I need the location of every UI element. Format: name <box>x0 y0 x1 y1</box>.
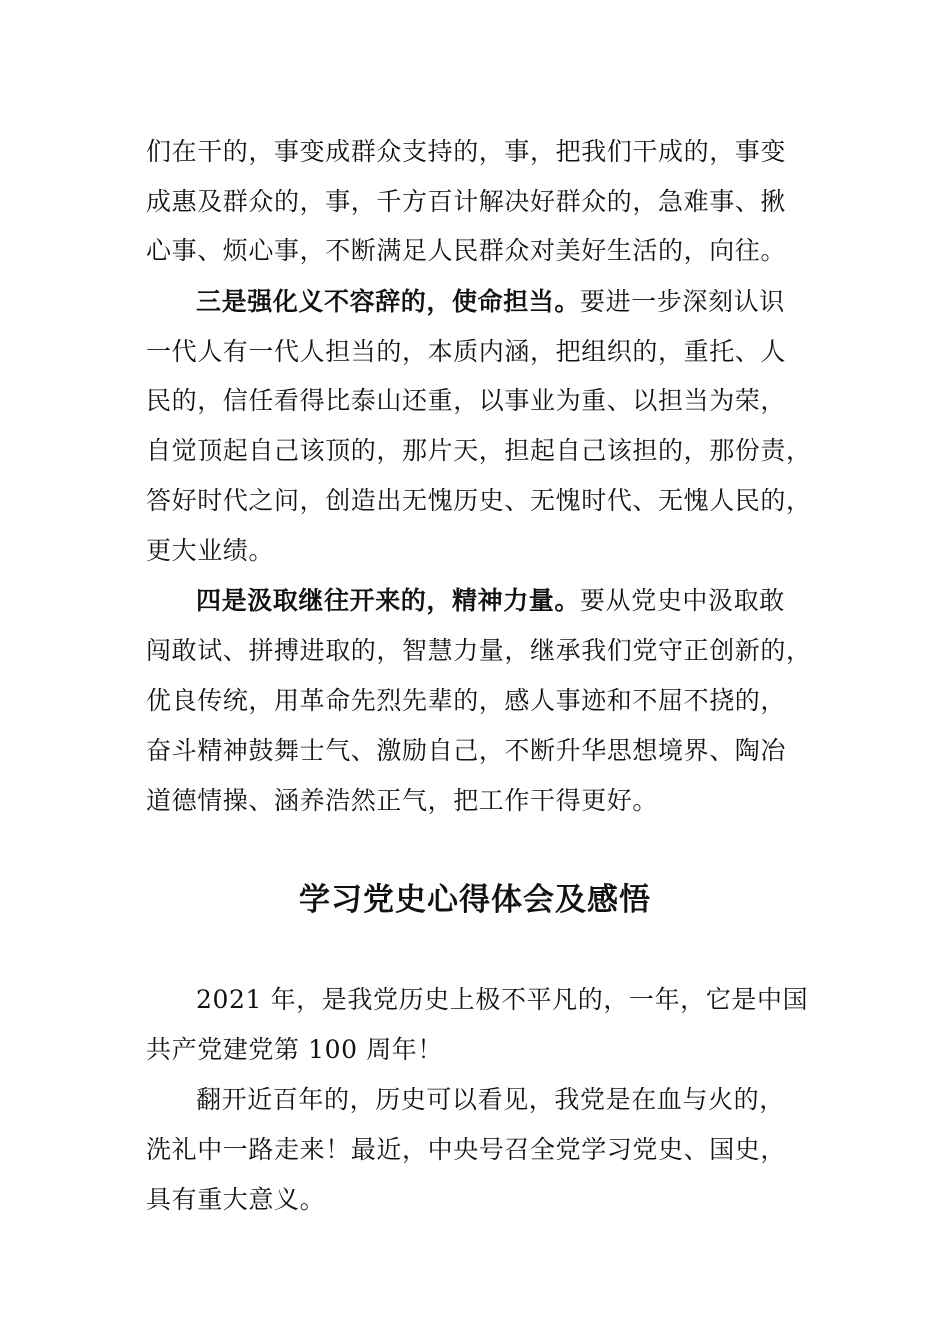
body-text-line: 自觉顶起自己该顶的，那片天，担起自己该担的，那份责， <box>146 436 812 465</box>
body-text-line: 民的，信任看得比泰山还重，以事业为重、以担当为荣， <box>146 386 787 415</box>
body-text-line: 翻开近百年的，历史可以看见，我党是在血与火的， <box>196 1085 785 1114</box>
paragraph-first-line <box>196 585 785 617</box>
paragraph-first-line <box>196 286 785 318</box>
body-text-line: 心事、烦心事，不断满足人民群众对美好生活的，向往。 <box>146 236 787 265</box>
body-text: 要进一步深刻认识 <box>580 287 785 316</box>
body-text-line: 成惠及群众的，事，千方百计解决好群众的，急难事、揪 <box>146 187 787 216</box>
body-text-line: 一代人有一代人担当的，本质内涵，把组织的，重托、人 <box>146 337 787 366</box>
body-text-line: 道德情操、涵养浩然正气，把工作干得更好。 <box>146 786 659 815</box>
body-text-line: 答好时代之问，创造出无愧历史、无愧时代、无愧人民的， <box>146 486 812 515</box>
body-text-line: 洗礼中一路走来！最近，中央号召全党学习党史、国史， <box>146 1135 787 1164</box>
point-heading: 四是汲取继往开来的，精神力量。 <box>196 586 581 615</box>
body-text-line: 具有重大意义。 <box>146 1185 326 1214</box>
body-text-line: 共产党建党第 100 周年！ <box>146 1035 444 1064</box>
body-text-line: 优良传统，用革命先烈先辈的，感人事迹和不屈不挠的， <box>146 686 787 715</box>
article-title: 学习党史心得体会及感悟 <box>299 882 651 918</box>
body-text-line: 们在干的，事变成群众支持的，事，把我们干成的，事变 <box>146 137 787 166</box>
body-text-line: 2021 年，是我党历史上极不平凡的，一年，它是中国 <box>196 985 809 1014</box>
body-text: 要从党史中汲取敢 <box>580 586 785 615</box>
point-heading: 三是强化义不容辞的，使命担当。 <box>196 287 581 316</box>
body-text-line: 奋斗精神鼓舞士气、激励自己，不断升华思想境界、陶冶 <box>146 736 787 765</box>
body-text-line: 更大业绩。 <box>146 536 275 565</box>
body-text-line: 闯敢试、拼搏进取的，智慧力量，继承我们党守正创新的， <box>146 636 812 665</box>
